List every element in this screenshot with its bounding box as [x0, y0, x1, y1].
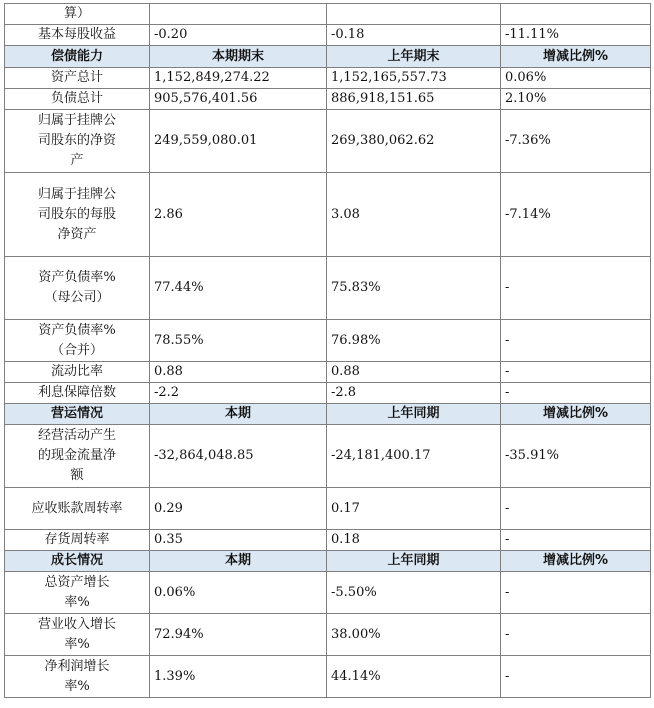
- row-label: [5, 425, 150, 488]
- table-row: [5, 383, 651, 404]
- change-percent: -: [501, 320, 651, 362]
- current-value: 78.55%: [150, 320, 327, 362]
- current-value: 1,152,849,274.22: [150, 68, 327, 89]
- change-percent: -: [501, 656, 651, 698]
- current-value: 0.06%: [150, 572, 327, 614]
- change-percent: 增减比例%: [501, 404, 651, 425]
- table-row: [5, 656, 651, 698]
- row-label: 资产总计: [5, 68, 150, 89]
- table-row: [5, 68, 651, 89]
- table-row: [5, 25, 651, 46]
- current-value: 0.35: [150, 530, 327, 551]
- current-value: 72.94%: [150, 614, 327, 656]
- row-label-text: 应收账款周转率: [31, 500, 123, 516]
- section-header-row: [5, 46, 651, 68]
- row-label: [5, 572, 150, 614]
- row-label-text: 营业收入增长率%: [37, 616, 116, 652]
- previous-value: [327, 4, 501, 25]
- current-value: 本期: [150, 404, 327, 425]
- change-percent: 2.10%: [501, 89, 651, 110]
- previous-value: -0.18: [327, 25, 501, 46]
- table-row: [5, 257, 651, 320]
- current-value: -0.20: [150, 25, 327, 46]
- row-label-text: 归属于挂牌公司股东的每股净资产: [37, 186, 116, 242]
- previous-value: 886,918,151.65: [327, 89, 501, 110]
- table-row: [5, 362, 651, 383]
- row-label: [5, 656, 150, 698]
- current-value: 77.44%: [150, 257, 327, 320]
- current-value: 本期期末: [150, 46, 327, 68]
- current-value: 0.88: [150, 362, 327, 383]
- row-label: 偿债能力: [5, 46, 150, 68]
- row-label: [5, 614, 150, 656]
- previous-value: 上年同期: [327, 551, 501, 572]
- table-row: [5, 320, 651, 362]
- current-value: 1.39%: [150, 656, 327, 698]
- change-percent: -: [501, 383, 651, 404]
- previous-value: 3.08: [327, 173, 501, 257]
- current-value: 2.86: [150, 173, 327, 257]
- change-percent: 增减比例%: [501, 46, 651, 68]
- current-value: -2.2: [150, 383, 327, 404]
- current-value: -32,864,048.85: [150, 425, 327, 488]
- current-value: [150, 4, 327, 25]
- change-percent: [501, 4, 651, 25]
- previous-value: 269,380,062.62: [327, 110, 501, 173]
- row-label: [5, 320, 150, 362]
- previous-value: 0.18: [327, 530, 501, 551]
- row-label-text: 归属于挂牌公司股东的净资产: [37, 113, 116, 168]
- previous-value: 75.83%: [327, 257, 501, 320]
- change-percent: -: [501, 257, 651, 320]
- current-value: 本期: [150, 551, 327, 572]
- change-percent: -11.11%: [501, 25, 651, 46]
- table-row: [5, 530, 651, 551]
- previous-value: 0.88: [327, 362, 501, 383]
- row-label: [5, 257, 150, 320]
- row-label: [5, 173, 150, 257]
- previous-value: -24,181,400.17: [327, 425, 501, 488]
- current-value: 249,559,080.01: [150, 110, 327, 173]
- table-row: [5, 425, 651, 488]
- previous-value: 上年同期: [327, 404, 501, 425]
- change-percent: 增减比例%: [501, 551, 651, 572]
- change-percent: -7.36%: [501, 110, 651, 173]
- change-percent: -: [501, 530, 651, 551]
- financial-indicators-table: [4, 3, 651, 698]
- previous-value: 76.98%: [327, 320, 501, 362]
- change-percent: -: [501, 488, 651, 530]
- table-row: [5, 173, 651, 257]
- row-label: 基本每股收益: [5, 25, 150, 46]
- row-label: 流动比率: [5, 362, 150, 383]
- change-percent: 0.06%: [501, 68, 651, 89]
- row-label: [5, 110, 150, 173]
- row-label: 成长情况: [5, 551, 150, 572]
- row-label: 存货周转率: [5, 530, 150, 551]
- section-header-row: [5, 551, 651, 572]
- row-label: [5, 488, 150, 530]
- section-header-row: [5, 404, 651, 425]
- previous-value: -5.50%: [327, 572, 501, 614]
- row-label-text: 资产负债率%（合并）: [38, 322, 116, 358]
- table-row: [5, 572, 651, 614]
- row-label-text: 经营活动产生的现金流量净额: [37, 428, 116, 483]
- previous-value: 38.00%: [327, 614, 501, 656]
- change-percent: -: [501, 572, 651, 614]
- change-percent: -35.91%: [501, 425, 651, 488]
- table-row: [5, 488, 651, 530]
- row-label-text: 资产负债率%（母公司）: [38, 270, 116, 305]
- row-label: 算）: [5, 4, 150, 25]
- change-percent: -7.14%: [501, 173, 651, 257]
- previous-value: 0.17: [327, 488, 501, 530]
- row-label-text: 净利润增长率%: [44, 658, 110, 694]
- previous-value: 1,152,165,557.73: [327, 68, 501, 89]
- change-percent: -: [501, 362, 651, 383]
- row-label: 利息保障倍数: [5, 383, 150, 404]
- previous-value: 44.14%: [327, 656, 501, 698]
- table-row: [5, 110, 651, 173]
- row-label: 营运情况: [5, 404, 150, 425]
- current-value: 0.29: [150, 488, 327, 530]
- table-body: [5, 4, 651, 698]
- row-label-text: 总资产增长率%: [44, 574, 110, 610]
- previous-value: 上年期末: [327, 46, 501, 68]
- change-percent: -: [501, 614, 651, 656]
- current-value: 905,576,401.56: [150, 89, 327, 110]
- table-row: [5, 4, 651, 25]
- table-row: [5, 614, 651, 656]
- previous-value: -2.8: [327, 383, 501, 404]
- row-label: 负债总计: [5, 89, 150, 110]
- table-row: [5, 89, 651, 110]
